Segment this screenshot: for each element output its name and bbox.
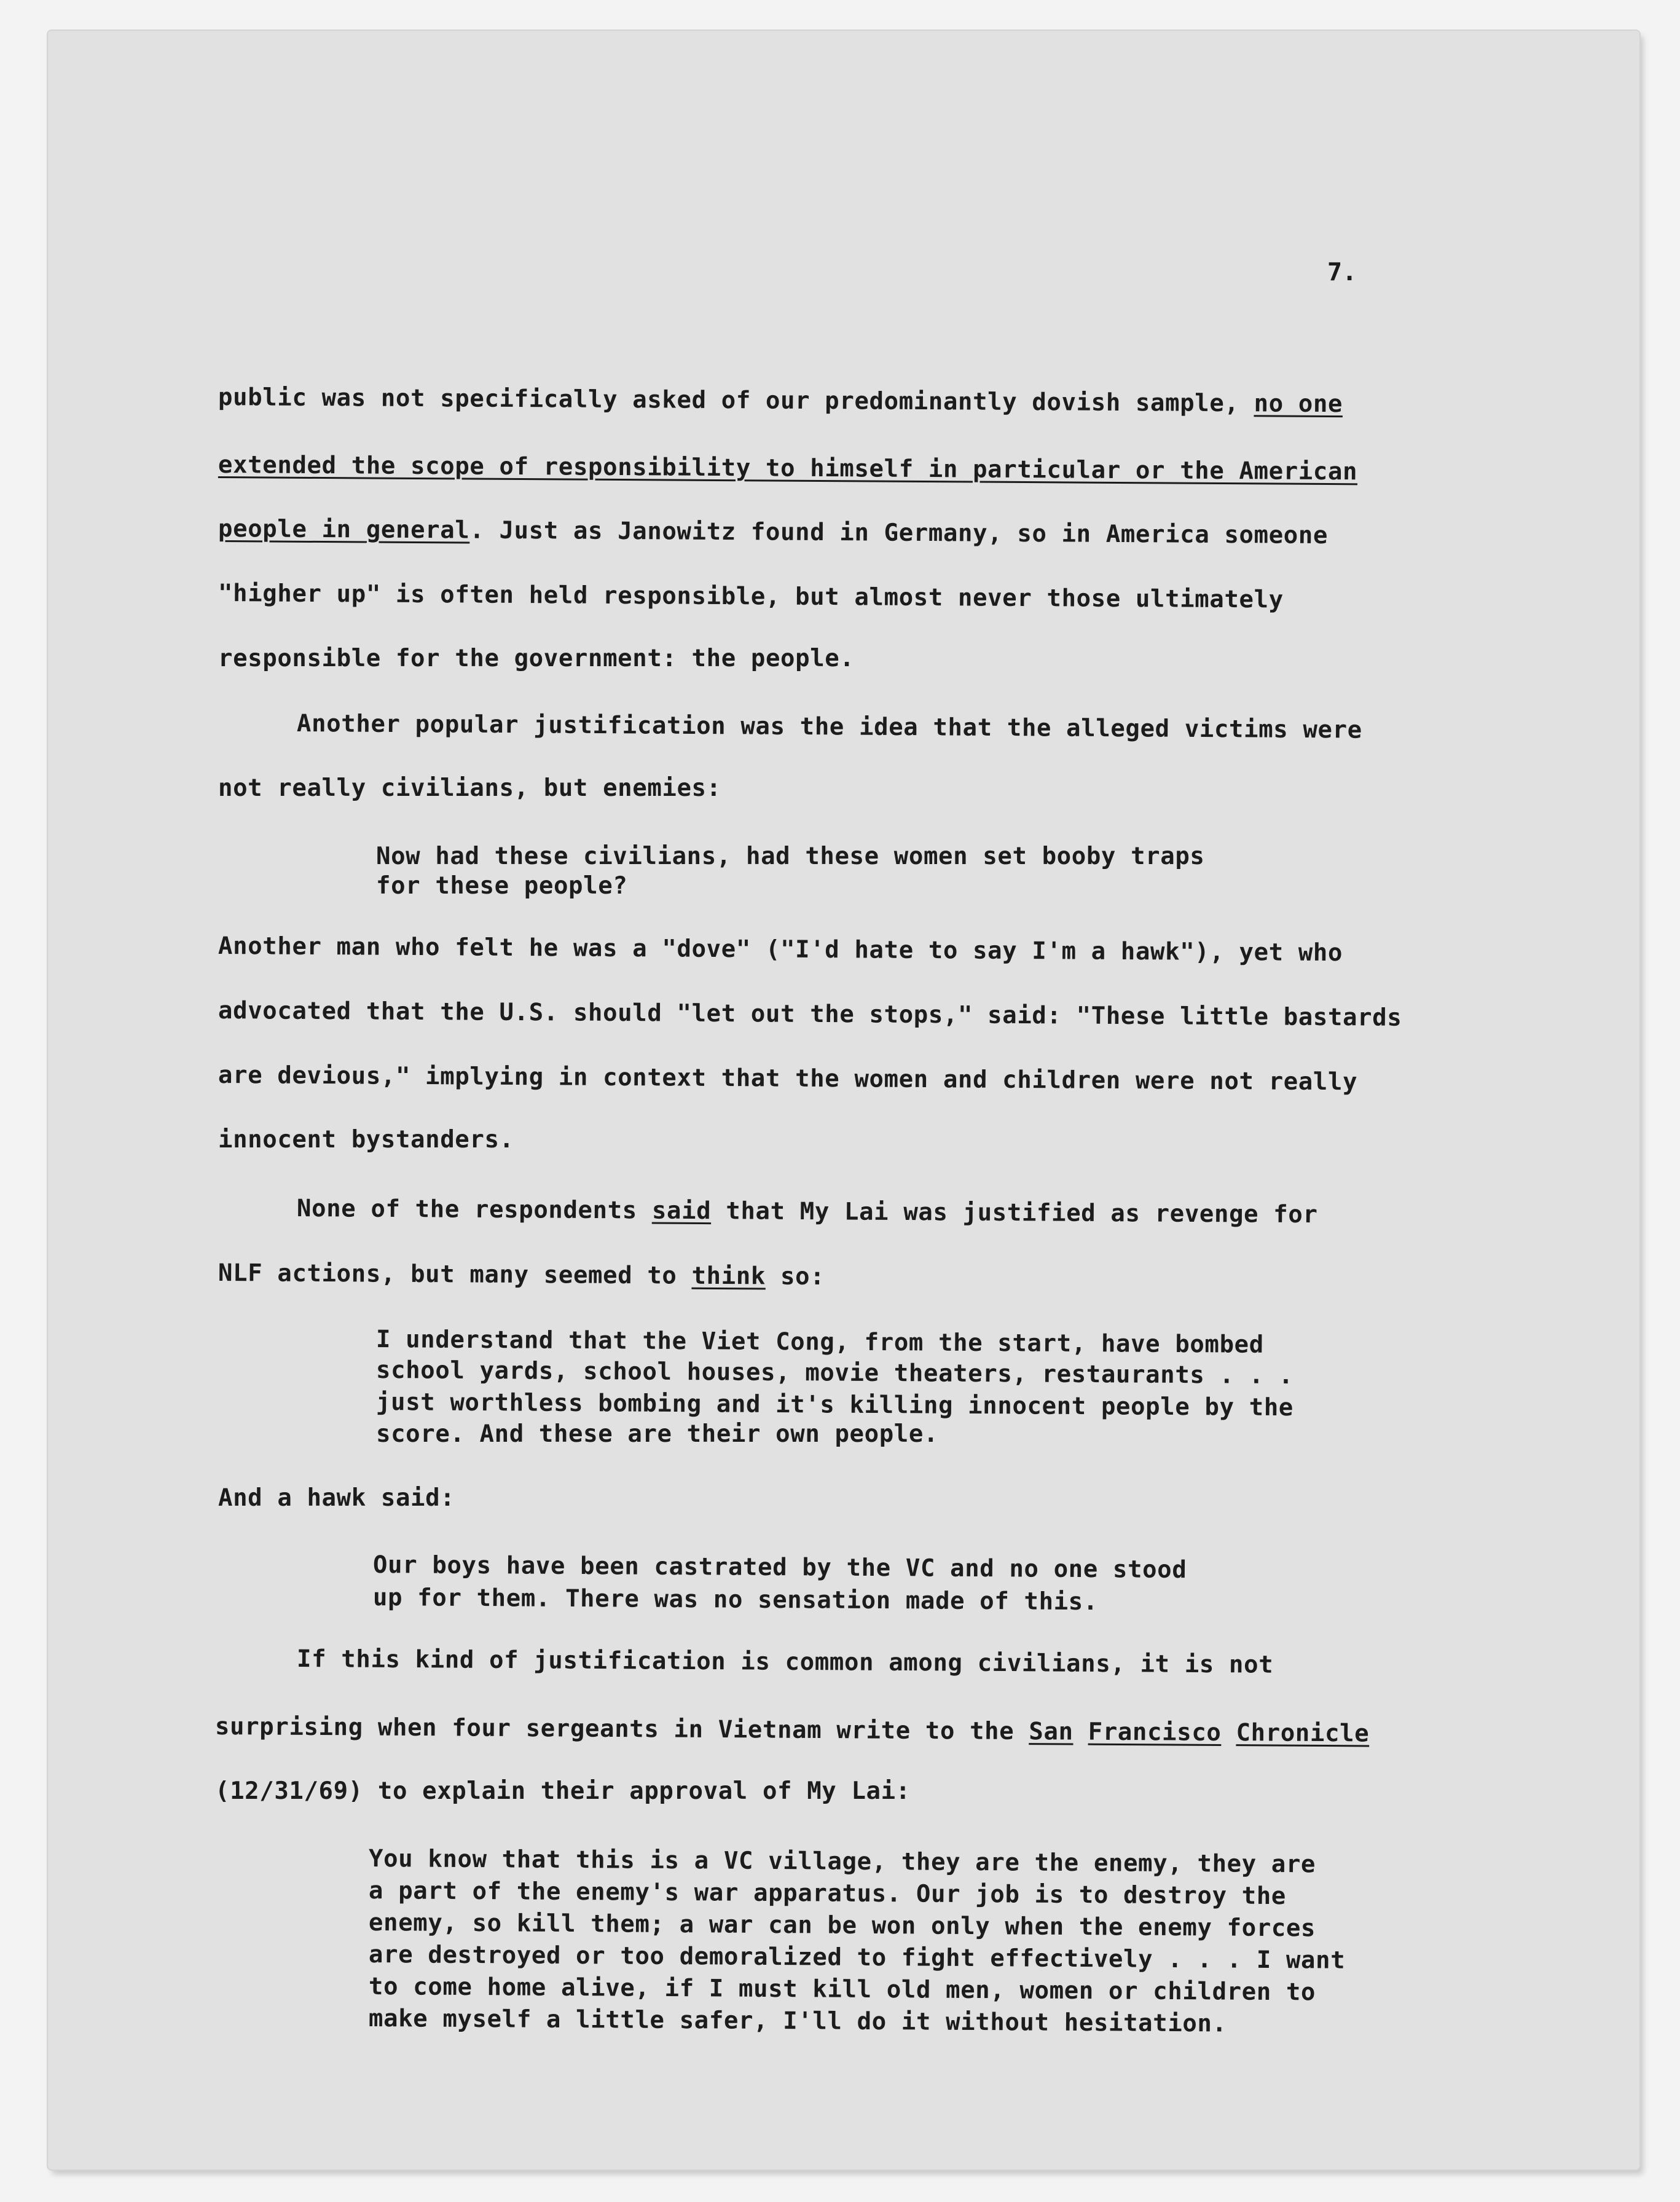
body-line: Another man who felt he was a "dove" ("I'd hate to say I'm a hawk"), yet who [218,932,1343,967]
quote-line: school yards, school houses, movie theaters, restaurants . . . [375,1356,1294,1390]
body-line: Another popular justification was the idea that the alleged victims were [296,710,1362,744]
text: NLF actions, but many seemed to [218,1259,692,1290]
quote-line: make myself a little safer, I'll do it without hesitation. [368,2005,1227,2038]
body-line: are devious," implying in context that the women and children were not really [218,1061,1358,1096]
underlined-text: San [1029,1718,1074,1746]
quote-line: just worthless bombing and it's killing innocent people by the [375,1388,1294,1422]
body-line: extended the scope of responsibility to himself in particular or the American [218,451,1358,486]
body-line [218,517,1328,548]
body-line [218,383,1343,419]
underlined-text: Chronicle [1236,1719,1370,1748]
underlined-text: said [651,1197,712,1225]
underlined-text: people in general [218,515,470,545]
body-line: And a hawk said: [218,1484,455,1512]
underlined-text: Francisco [1088,1718,1222,1747]
underlined-text: no one [1254,390,1343,419]
quote-line: Our boys have been castrated by the VC and no one stood [372,1551,1187,1584]
quote-line: You know that this is a VC village, they are the enemy, they are [368,1845,1316,1879]
quote-line: a part of the enemy's war apparatus. Our job is to destroy the [368,1877,1287,1911]
text: that My Lai was justified as revenge for [711,1197,1318,1229]
body-line: If this kind of justification is common among civilians, it is not [296,1645,1274,1679]
text: . Just as Janowitz found in Germany, so in America someone [469,516,1329,550]
text: None of the respondents [296,1195,653,1225]
quote-line: score. And these are their own people. [376,1420,939,1448]
text: so: [765,1262,825,1291]
quote-line: enemy, so kill them; a war can be won only when the enemy forces [368,1909,1316,1943]
body-line: (12/31/69) to explain their approval of My Lai: [215,1777,911,1805]
quote-line: to come home alive, if I must kill old men, women or children to [368,1973,1316,2007]
quote-line: up for them. There was no sensation made of this. [372,1584,1099,1616]
underlined-text: think [691,1262,766,1291]
quote-line: for these people? [376,872,628,900]
body-line: innocent bystanders. [218,1126,514,1154]
body-line: responsible for the government: the people. [218,645,855,672]
quote-line: Now had these civilians, had these women set booby traps [376,843,1205,870]
quote-line: are destroyed or too demoralized to fight effectively . . . I want [368,1941,1346,1975]
body-line [218,1261,825,1289]
quote-line: I understand that the Viet Cong, from the start, have bombed [375,1326,1264,1359]
page-number: 7. [1327,258,1357,286]
body-line [214,1713,1370,1748]
body-line: "higher up" is often held responsible, but almost never those ultimately [218,580,1284,614]
text: surprising when four sergeants in Vietnam write to the [214,1713,1029,1746]
body-line: advocated that the U.S. should "let out the stops," said: "These little bastards [218,997,1402,1032]
body-line [297,1197,1318,1227]
text: public was not specifically asked of our predominantly dovish sample, [218,383,1254,418]
body-line: not really civilians, but enemies: [218,774,721,802]
